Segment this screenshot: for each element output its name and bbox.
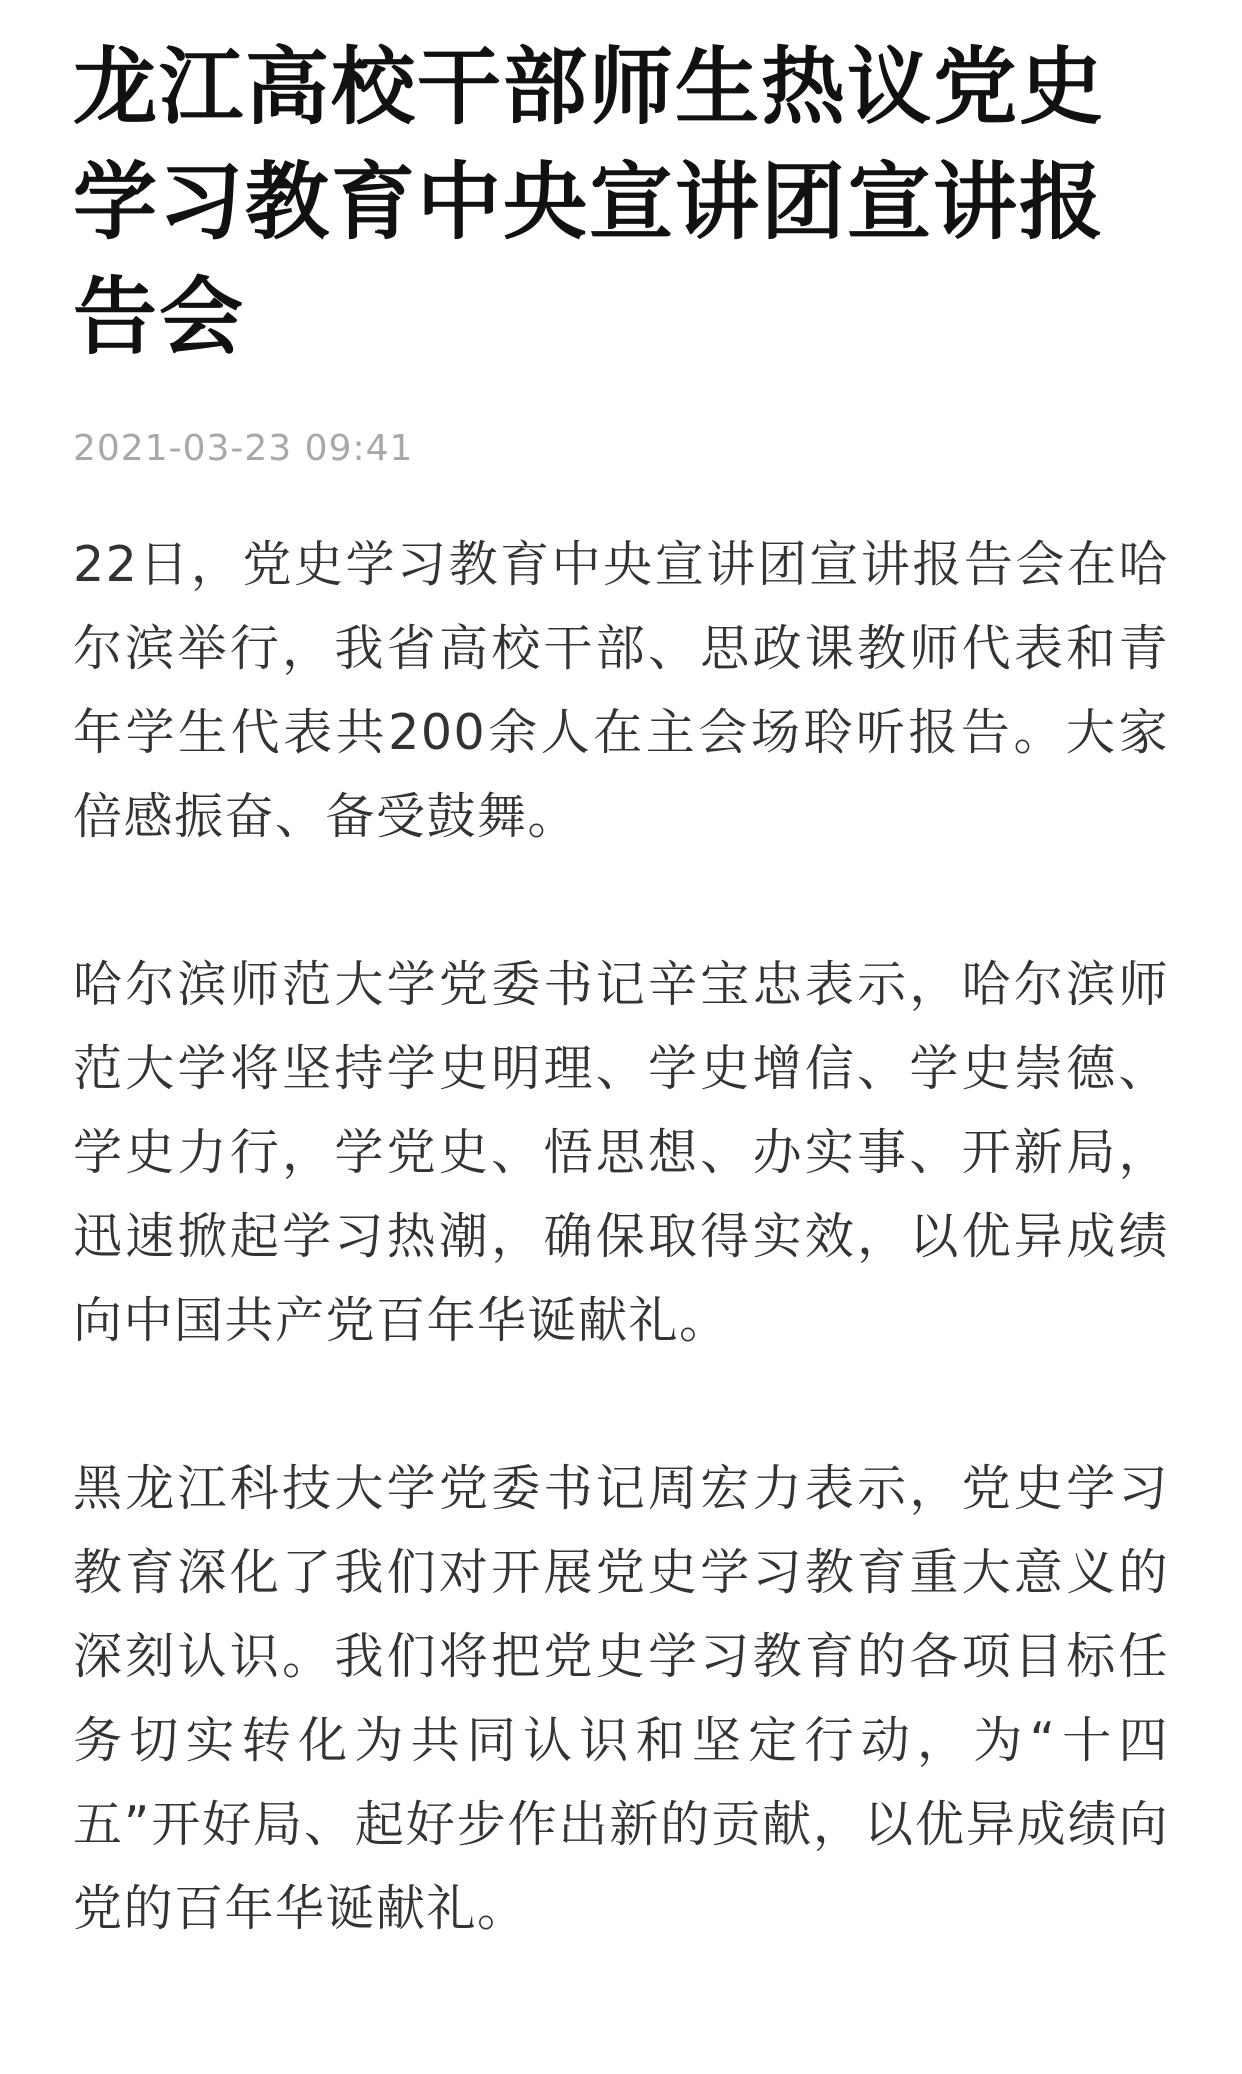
article-title: 龙江高校干部师生热议党史学习教育中央宣讲团宣讲报告会 (73, 38, 1106, 366)
publish-timestamp: 2021-03-23 09:41 (73, 428, 414, 469)
article-paragraph-2: 哈尔滨师范大学党委书记辛宝忠表示，哈尔滨师范大学将坚持学史明理、学史增信、学史崇德、学史力行，学党史、悟思想、办实事、开新局，迅速掀起学习热潮，确保取得实效，以优异成绩向中国共产党百年华诞献礼。 (73, 956, 1169, 1349)
article-paragraph-3: 黑龙江科技大学党委书记周宏力表示，党史学习教育深化了我们对开展党史学习教育重大意义的深刻认识。我们将把党史学习教育的各项目标任务切实转化为共同认识和坚定行动，为“十四五”开好局、起好步作出新的贡献，以优异成绩向党的百年华诞献礼。 (73, 1460, 1169, 1937)
article-paragraph-1: 22日，党史学习教育中央宣讲团宣讲报告会在哈尔滨举行，我省高校干部、思政课教师代表和青年学生代表共200余人在主会场聆听报告。大家倍感振奋、备受鼓舞。 (73, 536, 1169, 845)
